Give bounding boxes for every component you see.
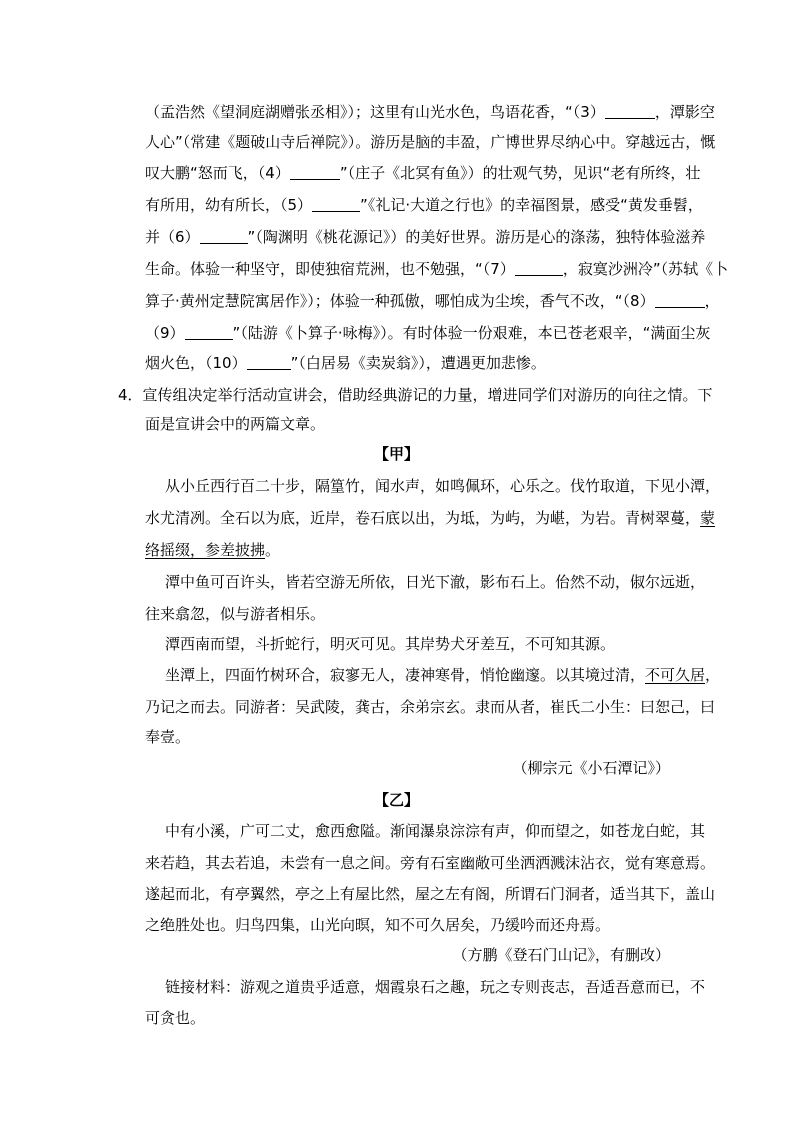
- text: ”（陶渊明《桃花源记》）的美好世界。游历是心的涤荡，独特体验滋养: [247, 228, 706, 246]
- yi-line-1: 中有小溪，广可二丈，愈西愈隘。渐闻瀑泉淙淙有声，仰而望之，如苍龙白蛇，其: [165, 822, 706, 840]
- text: 并（6）: [145, 228, 200, 246]
- fill-line-3: [145, 162, 700, 184]
- jia-p4-line-2: 乃记之而去。同游者：吴武陵，龚古，余弟宗玄。隶而从者，崔氏二小生：曰恕己，曰: [145, 698, 716, 716]
- underlined-text: 蒙: [700, 509, 716, 527]
- jia-p2-line-1: 潭中鱼可百许头，皆若空游无所依，日光下澈，影布石上。佁然不动，俶尔远逝，: [165, 573, 706, 591]
- fill-line-7: [145, 290, 720, 312]
- yi-line-4: 之绝胜处也。归鸟四集，山光向暝，知不可久居矣，乃缓吟而还舟焉。: [145, 916, 611, 934]
- fill-line-2: 人心”（常建《题破山寺后禅院》）。游历是脑的丰盈，广博世界尽纳心中。穿越远古，慨: [145, 133, 716, 151]
- text: 烟火色，（10）: [145, 354, 247, 372]
- blank-4[interactable]: [290, 163, 340, 180]
- jia-heading: 【甲】: [373, 445, 419, 463]
- jia-p2-line-2: 往来翕忽，似与游者相乐。: [145, 605, 326, 623]
- blank-6[interactable]: [200, 227, 248, 244]
- blank-10[interactable]: [247, 353, 291, 370]
- underlined-text: 不可久居: [645, 666, 706, 684]
- question-4-line-2: 面是宣讲会中的两篇文章。: [145, 415, 326, 433]
- yi-line-2: 来若趋，其去若追，未尝有一息之间。旁有石室幽敞可坐洒洒溅沫沾衣，觉有寒意焉。: [145, 854, 716, 872]
- text: ，: [705, 666, 721, 684]
- jia-p4-line-1: [165, 664, 720, 686]
- yi-heading: 【乙】: [373, 791, 419, 809]
- fill-line-5: [145, 226, 705, 248]
- text: 有所用，幼有所长，（5）: [145, 196, 313, 214]
- blank-8[interactable]: [655, 291, 705, 308]
- jia-p1-line-3: [145, 539, 280, 561]
- blank-9[interactable]: [185, 323, 233, 340]
- text: （9）: [145, 324, 185, 342]
- text: ，潭影空: [654, 103, 715, 121]
- text: 算子·黄州定慧院寓居作》）；体验一种孤傲，哪怕成为尘埃，香气不改，“（8）: [145, 292, 655, 310]
- question-4-line-1: 4．宣传组决定举行活动宣讲会，借助经典游记的力量，增进同学们对游历的向往之情。下: [118, 386, 713, 404]
- text: 坐潭上，四面竹树环合，寂寥无人，凄神寒骨，悄怆幽邃。以其境过清，: [165, 666, 646, 684]
- blank-3[interactable]: [605, 102, 655, 119]
- yi-source: （方鹏《登石门山记》，有删改）: [452, 946, 670, 964]
- jia-source: （柳宗元《小石潭记》）: [512, 759, 670, 777]
- jia-p1-line-2: [145, 507, 715, 529]
- text: ，: [704, 292, 720, 310]
- text: ”（陆游《卜算子·咏梅》）。有时体验一份艰难，本已苍老艰辛，“满面尘灰: [232, 324, 711, 342]
- fill-line-9: [145, 352, 546, 374]
- text: ”（庄子《北冥有鱼》）的壮观气势，见识“老有所终，壮: [339, 164, 701, 182]
- fill-line-4: [145, 194, 703, 216]
- link-line-2: 可贪也。: [145, 1009, 206, 1027]
- text: ，寂寞沙洲冷”（苏轼《卜: [562, 260, 729, 278]
- link-line-1: 链接材料：游观之道贵乎适意，烟霞泉石之趣，玩之专则丧志，吾适吾意而已，不: [165, 978, 706, 996]
- fill-line-1: [145, 101, 715, 123]
- jia-p1-line-1: 从小丘西行百二十步，隔篁竹，闻水声，如鸣佩环，心乐之。伐竹取道，下见小潭，: [165, 477, 721, 495]
- underlined-text: 络摇缀，参差披拂: [145, 541, 266, 559]
- text: ”《礼记·大道之行也》的幸福图景，感受“黄发垂髫，: [360, 196, 703, 214]
- jia-p4-line-3: 奉壹。: [145, 728, 191, 746]
- blank-5[interactable]: [312, 195, 360, 212]
- text: 水尤清冽。全石以为底，近岸，卷石底以出，为坻，为屿，为嵁，为岩。青树翠蔓，: [145, 509, 701, 527]
- text: （孟浩然《望洞庭湖赠张丞相》）；这里有山光水色，鸟语花香，“（3）: [145, 103, 605, 121]
- text: 叹大鹏“怒而飞，（4）: [145, 164, 290, 182]
- blank-7[interactable]: [515, 259, 563, 276]
- text: 生命。体验一种坚守，即使独宿荒洲，也不勉强，“（7）: [145, 260, 515, 278]
- fill-line-6: [145, 258, 728, 280]
- yi-line-3: 遂起而北，有亭翼然，亭之上有屋比然，屋之左有阁，所谓石门洞者，适当其下，盖山: [145, 885, 716, 903]
- fill-line-8: [145, 322, 710, 344]
- text: ”（白居易《卖炭翁》），遭遇更加悲惨。: [290, 354, 546, 372]
- jia-p3-line-1: 潭西南而望，斗折蛇行，明灭可见。其岸势犬牙差互，不可知其源。: [165, 635, 616, 653]
- text: 。: [265, 541, 281, 559]
